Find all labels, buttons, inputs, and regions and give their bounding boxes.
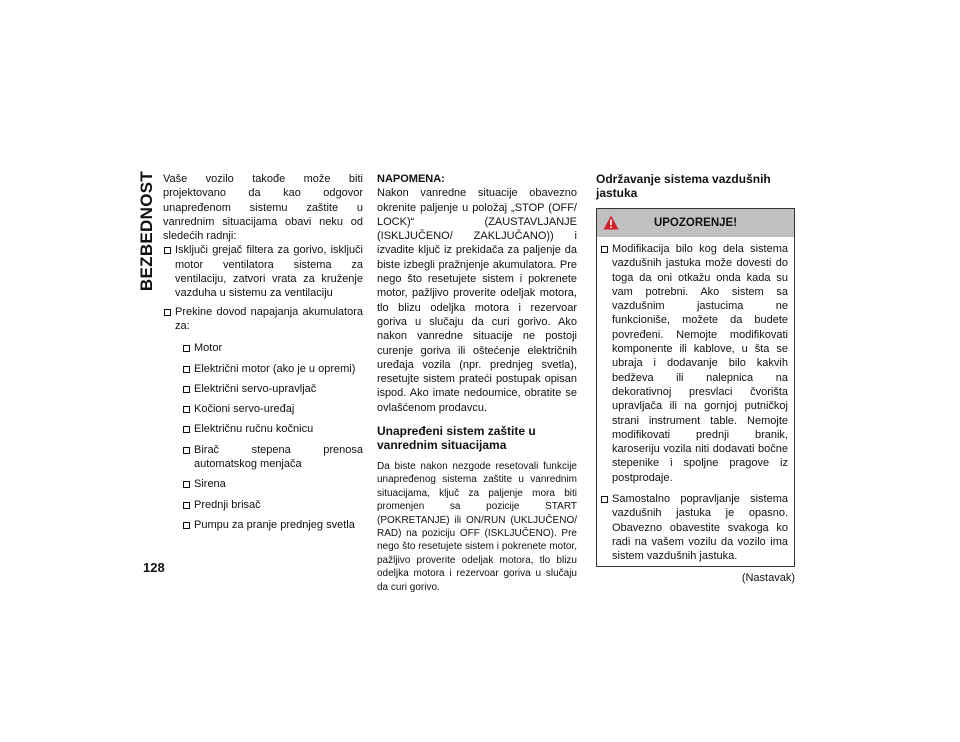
warning-item: Samostalno popravljanje sistema vazdušnih jastuka je opasno. Obavezno obavestite svakoga ko radi na vašem vozilu da vozilo ima sistem vazdušnih jastuka. [600, 492, 788, 563]
list-item: Prekine dovod napajanja akumulatora za: [163, 305, 363, 334]
section-tab-label: BEZBEDNOST [137, 170, 156, 292]
sub-list-item: Motor [182, 341, 363, 355]
sub-list-item: Sirena [182, 477, 363, 491]
sub-list-item: Kočioni servo-uređaj [182, 402, 363, 416]
column-left [163, 172, 363, 532]
sub-list-item: Birač stepena prenosa automatskog menjača [182, 443, 363, 472]
column-middle [377, 172, 577, 594]
sub-list-item: Pumpu za pranje prednjeg svetla [182, 518, 363, 532]
sub-list-item: Prednji brisač [182, 498, 363, 512]
warning-body [597, 237, 794, 566]
note-label: NAPOMENA: [377, 173, 445, 185]
page-number: 128 [143, 560, 165, 575]
sub-list-item: Električnu ručnu kočnicu [182, 422, 363, 436]
section-heading: Unapređeni sistem zaštite u vanrednim situacijama [377, 424, 536, 453]
continued-label: (Nastavak) [741, 571, 795, 584]
warning-header [597, 209, 794, 237]
sub-list-item: Električni servo-upravljač [182, 382, 363, 396]
intro-paragraph: Vaše vozilo takođe može biti projektovano da kao odgovor unapređenom sistemu zaštite u vanrednim situacijama obavi neku od sledećih radnji: [163, 173, 363, 243]
warning-box [596, 208, 795, 567]
list-item: Isključi grejač filtera za gorivo, isključi motor ventilatora sistema za ventilaciju, zatvori vrata za kruženje vazduha u sistemu za ventilaciju [163, 243, 363, 300]
column-right [596, 172, 795, 585]
warning-item: Modifikacija bilo kog dela sistema vazdušnih jastuka može dovesti do toga da oni otkažu onda kada su vam potrebni. Ako sistem sa vazdušnim jastucima ne funkcioniše, možete da budete povređeni. Nemojte modifikovati komponente ili kablove, u šta se ubraja i dodavanje bilo kakvih bedževa ili nalepnica na dekorativnoj presvlaci čvorišta upravljača ili na gornjoj putničkoj strani instrument table. Nemojte modifikovati prednji branik, karoseriju vozila niti dodavati bočne stepenike i spoljne pragove iz postprodaje. [600, 242, 788, 485]
section-body: Da biste nakon nezgode resetovali funkcije unapređenog sistema zaštite u vanrednim situacijama, ključ za paljenje mora biti promenjen sa pozicije START (POKRETANJE) ili ON/RUN (UKLJUČENO/ RAD) na poziciju OFF (ISKLJUČENO). Pre nego što resetujete sistem i pokrenete motor, pažljivo proverite odeljak motora, tlo blizu odeljka motora i rezervoar goriva u slučaju da curi gorivo. [377, 461, 577, 593]
sub-list-item: Električni motor (ako je u opremi) [182, 362, 363, 376]
section-heading: Održavanje sistema vazdušnih jastuka [596, 172, 771, 200]
warning-title: UPOZORENJE! [653, 216, 738, 229]
warning-icon [603, 215, 619, 230]
note-text: Nakon vanredne situacije obavezno okrenite paljenje u položaj „STOP (OFF/ LOCK)“ (ZAUSTAVLJANJE (ISKLJUČENO/ ZAKLJUČANO)) i izvadite ključ iz prekidača za paljenje da biste izbegli pražnjenje akumulatora. Pre nego što resetujete sistem i pokrenete motor, pažljivo proverite odeljak motora, tlo blizu odeljka motora i rezervoar goriva u slučaju da curi gorivo. Ako nakon vanredne situacije ne postoji curenje goriva ili oštećenje električnih uređaja vozila (npr. prednjeg svetla), resetujte sistem prateći postupak opisan ispod. Ako imate nedoumice, obratite se ovlašćenom prodavcu. [377, 187, 577, 414]
section-tab [137, 170, 157, 292]
